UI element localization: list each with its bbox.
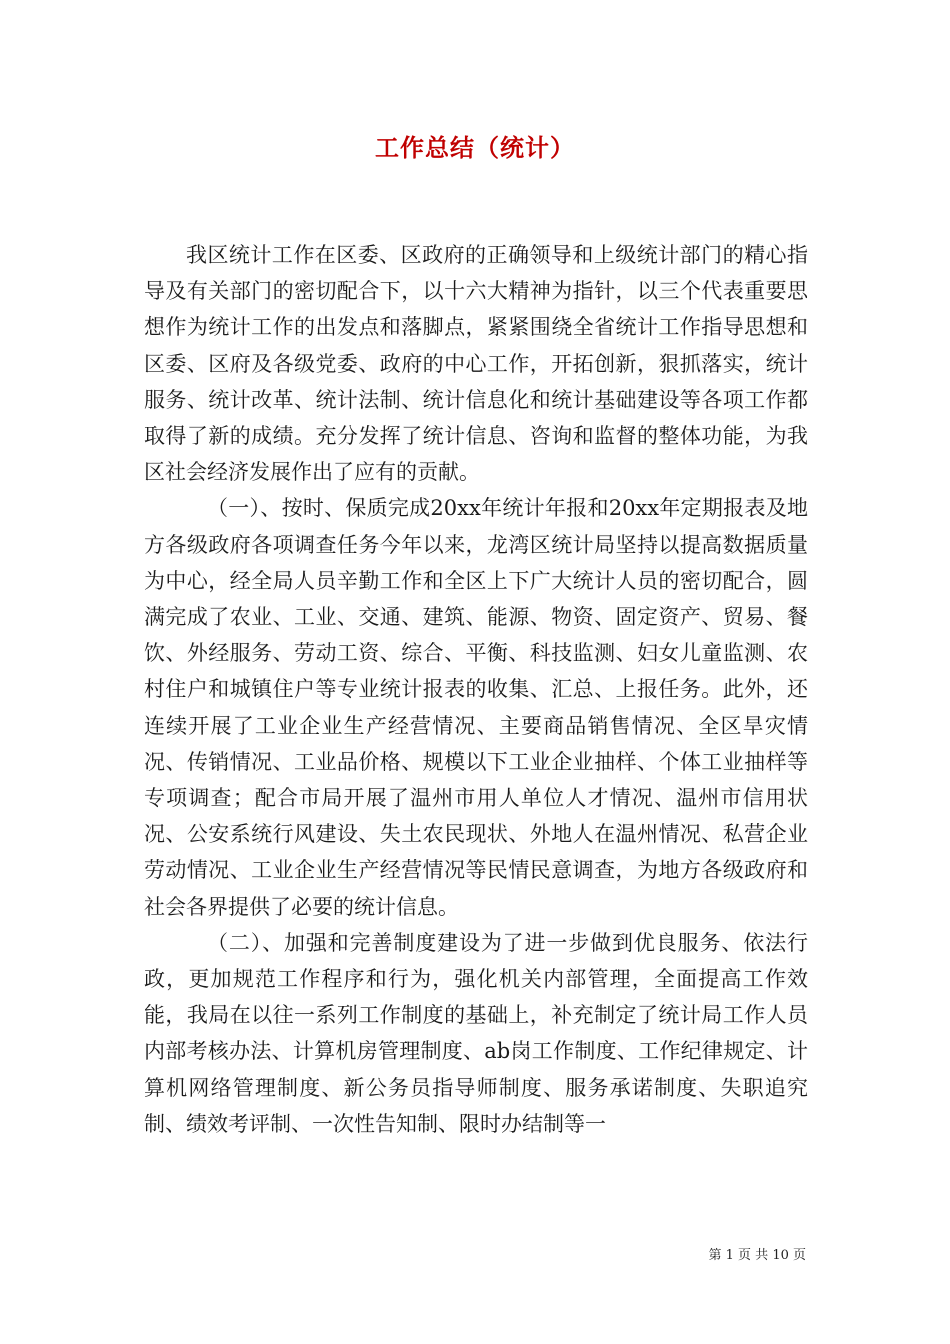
paragraph-section-two: （二）、加强和完善制度建设为了进一步做到优良服务、依法行政，更加规范工作程序和行为，强化机关内部管理，全面提高工作效能，我局在以往一系列工作制度的基础上，补充制定了统计局工作人员内部考核办法、计算机房管理制度、ab岗工作制度、工作纪律规定、计算机网络管理制度、新公务员指导师制度、服务承诺制度、失职追究制、绩效考评制、一次性告知制、限时办结制等一 <box>144 930 808 1136</box>
paragraph-section-one: （一）、按时、保质完成20xx年统计年报和20xx年定期报表及地方各级政府各项调查任务今年以来，龙湾区统计局坚持以提高数据质量为中心，经全局人员辛勤工作和全区上下广大统计人员的密切配合，圆满完成了农业、工业、交通、建筑、能源、物资、固定资产、贸易、餐饮、外经服务、劳动工资、综合、平衡、科技监测、妇女儿童监测、农村住户和城镇住户等专业统计报表的收集、汇总、上报任务。此外，还连续开展了工业企业生产经营情况、主要商品销售情况、全区旱灾情况、传销情况、工业品价格、规模以下工业企业抽样、个体工业抽样等专项调查；配合市局开展了温州市用人单位人才情况、温州市信用状况、公安系统行风建设、失土农民现状、外地人在温州情况、私营企业劳动情况、工业企业生产经营情况等民情民意调查，为地方各级政府和社会各界提供了必要的统计信息。 <box>144 496 808 919</box>
paragraph-intro: 我区统计工作在区委、区政府的正确领导和上级统计部门的精心指导及有关部门的密切配合下，以十六大精神为指针，以三个代表重要思想作为统计工作的出发点和落脚点，紧紧围绕全省统计工作指导思想和区委、区府及各级党委、政府的中心工作，开拓创新，狠抓落实，统计服务、统计改革、统计法制、统计信息化和统计基础建设等各项工作都取得了新的成绩。充分发挥了统计信息、咨询和监督的整体功能，为我区社会经济发展作出了应有的贡献。 <box>144 243 808 485</box>
document-body <box>144 237 808 1142</box>
page-number-footer: 第 1 页 共 10 页 <box>708 1248 806 1263</box>
document-title: 工作总结（统计） <box>375 133 575 162</box>
